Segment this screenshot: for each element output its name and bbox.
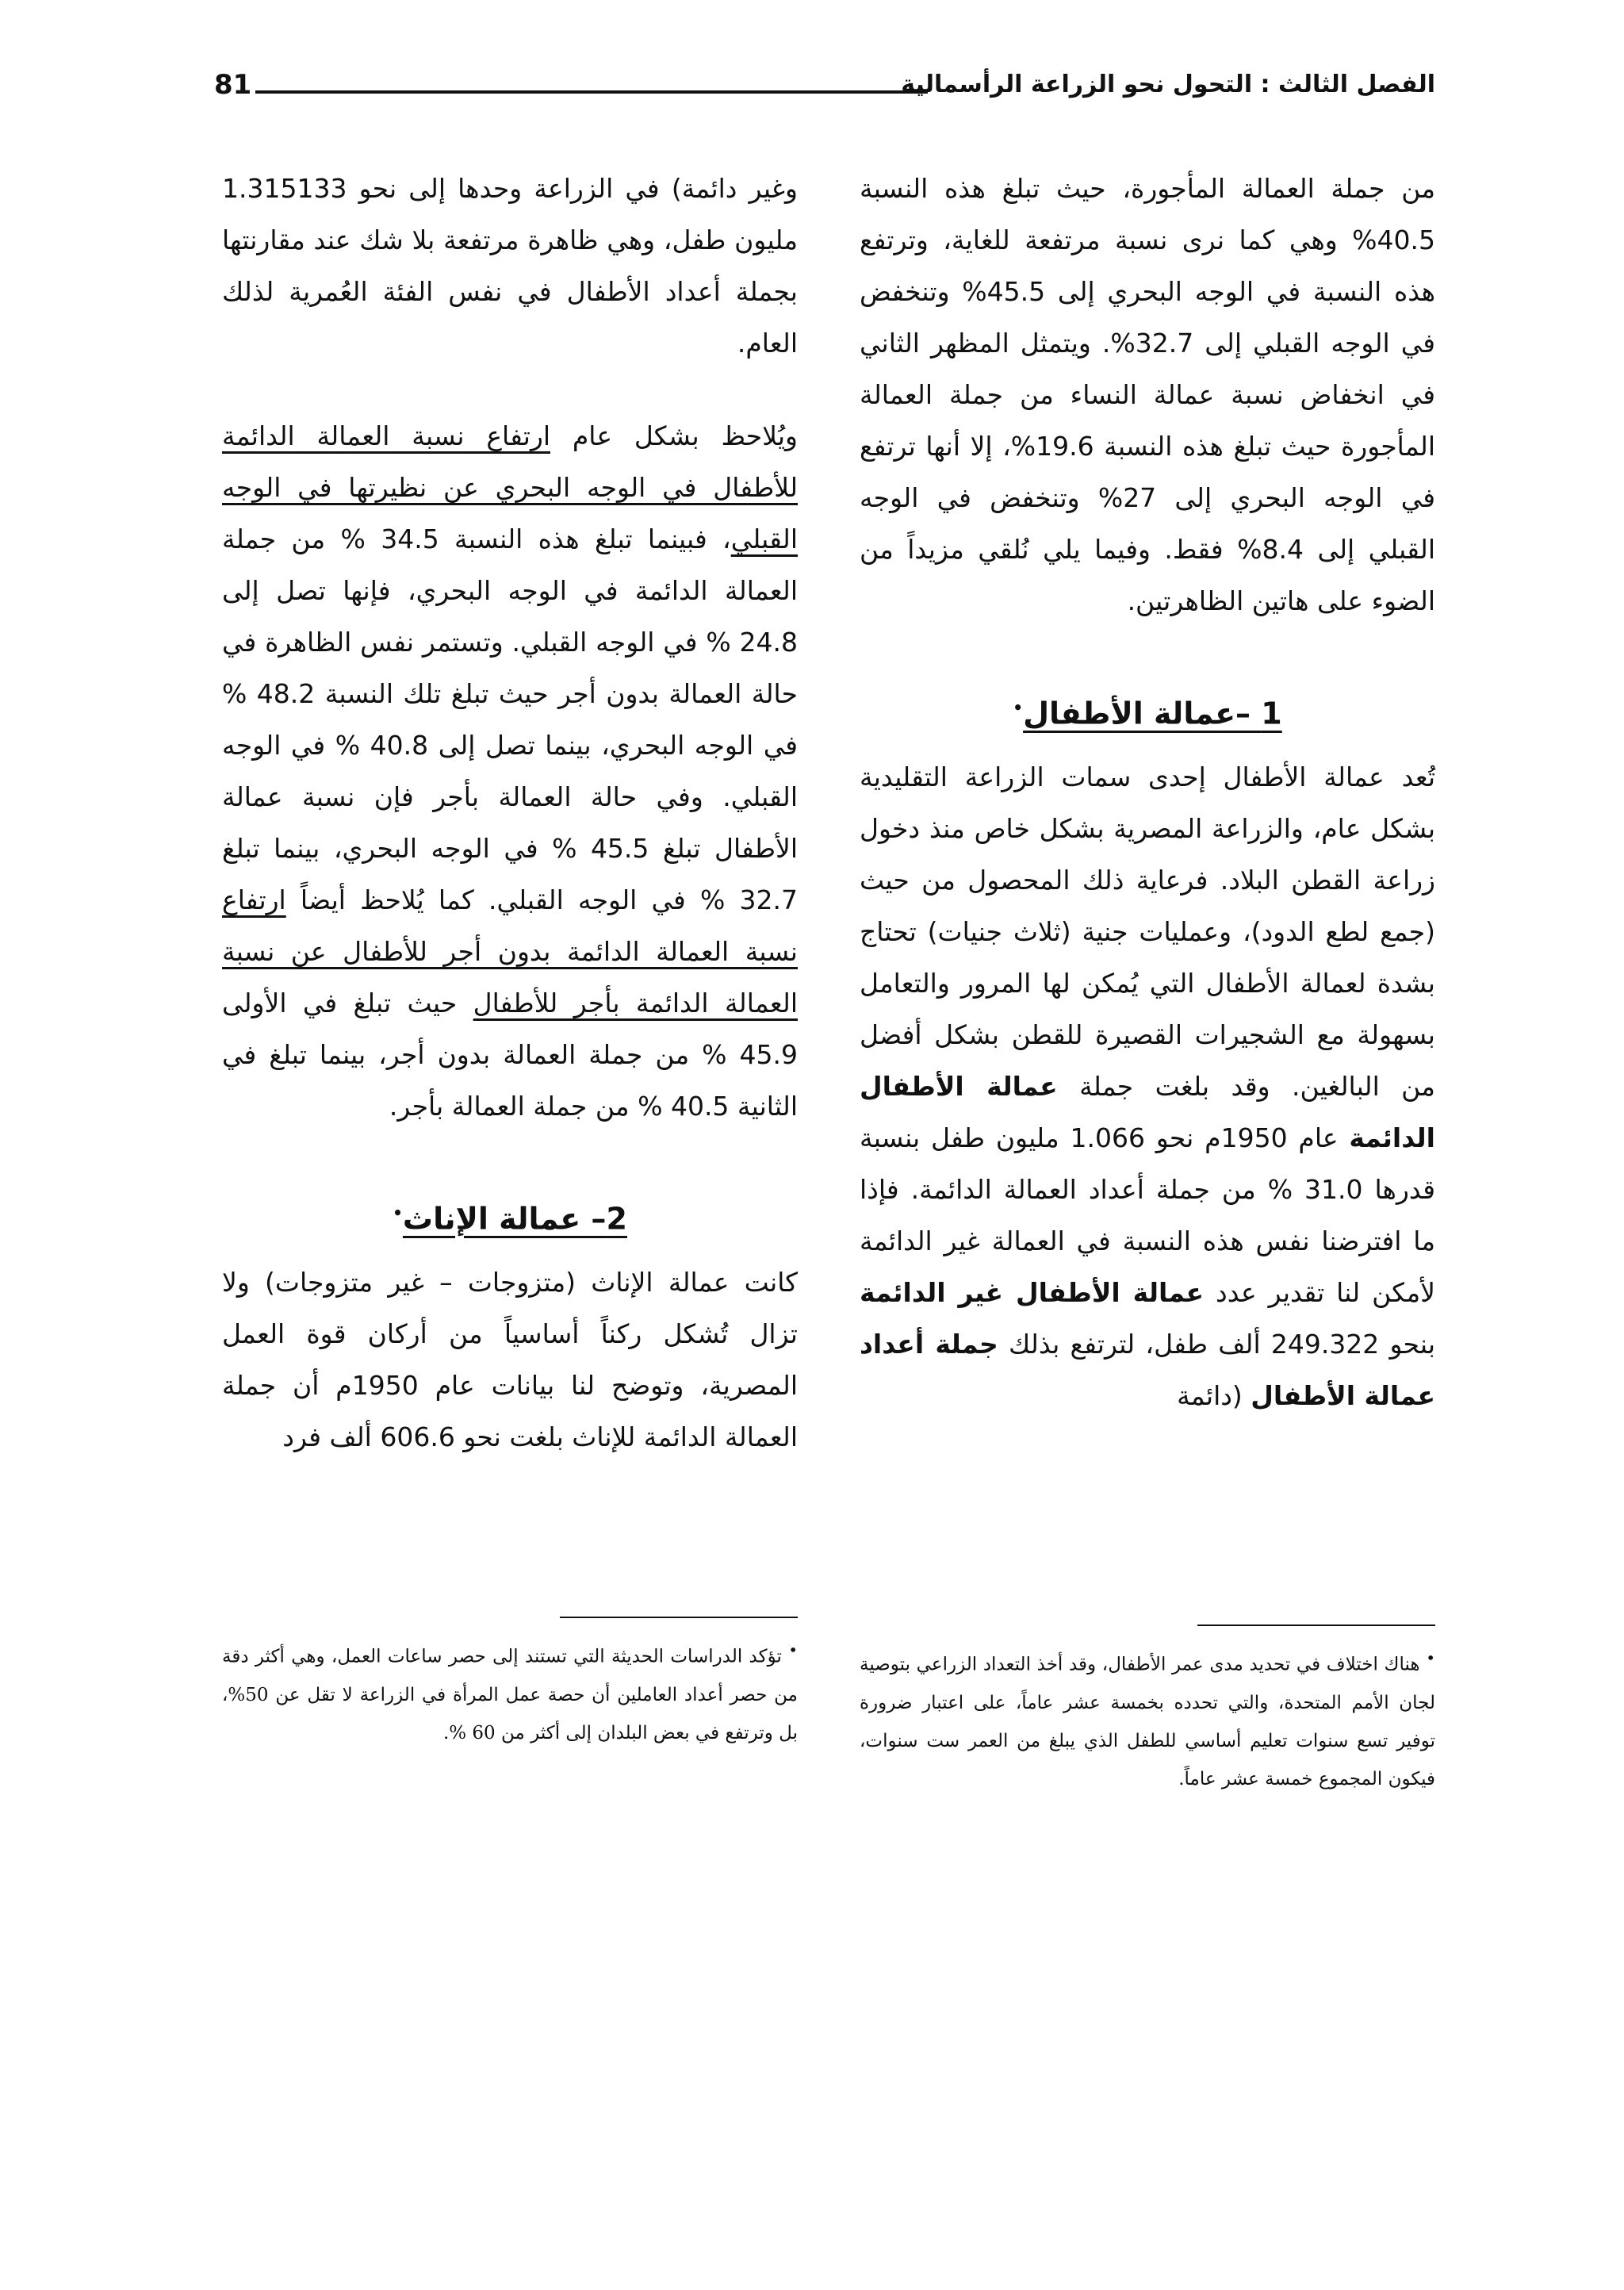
header-rule bbox=[255, 90, 928, 94]
section2-heading bbox=[222, 1187, 798, 1245]
left-paragraph-2 bbox=[222, 410, 798, 1132]
left-footnote-rule bbox=[560, 1617, 798, 1618]
section2-heading-text: 2– عمالة الإناث bbox=[402, 1201, 627, 1237]
footnote-marker: • bbox=[788, 1640, 799, 1659]
section1-paragraph bbox=[860, 751, 1435, 1421]
section1-heading bbox=[860, 682, 1435, 740]
footnote-marker: • bbox=[1013, 698, 1024, 717]
right-intro-paragraph: من جملة العمالة المأجورة، حيث تبلغ هذه النسبة 40.5% وهي كما نرى نسبة مرتفعة للغاية، وترتفع هذه النسبة في الوجه البحري إلى 45.5% وتنخفض في الوجه القبلي إلى 32.7%. ويتمثل المظهر الثاني في انخفاض نسبة عمالة النساء من جملة العمالة المأجورة حيث تبلغ هذه النسبة 19.6%، إلا أنها ترتفع في الوجه البحري إلى 27% وتنخفض في الوجه القبلي إلى 8.4% فقط. وفيما يلي نُلقي مزيداً من الضوء على هاتين الظاهرتين. bbox=[860, 173, 1436, 616]
section1-text-2: عام 1950م نحو 1.066 مليون طفل بنسبة قدرها 31.0 % من جملة أعداد العمالة الدائمة. فإذا ما افترضنا نفس هذه النسبة في العمالة غير الدائمة لأمكن لنا تقدير عدد bbox=[860, 1122, 1435, 1308]
section1-heading-text: 1 –عمالة الأطفال bbox=[1023, 696, 1282, 731]
footnote-marker: • bbox=[393, 1203, 403, 1222]
section1-bold-3: جملة أعداد عمالة الأطفال bbox=[860, 1328, 1435, 1411]
left-p2-text-a: ويُلاحظ بشكل عام bbox=[550, 420, 798, 451]
page-header bbox=[214, 65, 1435, 105]
right-footnote bbox=[860, 1639, 1435, 1798]
left-p2-text-c: حيث تبلغ في الأولى 45.9 % من جملة العمالة بدون أجر، بينما تبلغ في الثانية 40.5 % من جملة العمالة بأجر. bbox=[222, 988, 798, 1122]
right-column bbox=[860, 163, 1435, 1421]
section2-paragraph: كانت عمالة الإناث (متزوجات – غير متزوجات) ولا تزال تُشكل ركناً أساسياً من أركان قوة العمل المصرية، وتوضح لنا بيانات عام 1950م أن جملة العمالة الدائمة للإناث بلغت نحو 606.6 ألف فرد bbox=[222, 1266, 798, 1452]
left-intro-paragraph: وغير دائمة) في الزراعة وحدها إلى نحو 1.315133 مليون طفل، وهي ظاهرة مرتفعة بلا شك عند مقارنتها بجملة أعداد الأطفال في نفس الفئة العُمرية لذلك العام. bbox=[222, 173, 798, 359]
left-p2-underlined-1: ارتفاع نسبة العمالة الدائمة للأطفال في الوجه البحري عن نظيرتها في الوجه القبلي bbox=[222, 420, 799, 554]
left-footnote bbox=[222, 1631, 798, 1752]
left-footnote-text: تؤكد الدراسات الحديثة التي تستند إلى حصر ساعات العمل، وهي أكثر دقة من حصر أعداد العاملين أن حصة عمل المرأة في الزراعة لا تقل عن 50%، بل وترتفع في بعض البلدان إلى أكثر من 60 %. bbox=[222, 1646, 798, 1743]
left-column bbox=[222, 163, 798, 1463]
section1-text-4: (دائمة bbox=[1177, 1379, 1251, 1411]
section1-bold-1: عمالة الأطفال الدائمة bbox=[860, 1070, 1435, 1153]
page-number: 81 bbox=[214, 69, 252, 101]
footnote-marker: • bbox=[1426, 1648, 1436, 1667]
right-footnote-text: هناك اختلاف في تحديد مدى عمر الأطفال، وقد أخذ التعداد الزراعي بتوصية لجان الأمم المتحدة، والتي تحدده بخمسة عشر عاماً، على اعتبار ضرورة توفير تسع سنوات تعليم أساسي للطفل الذي يبلغ من العمر ست سنوات، فيكون المجموع خمسة عشر عاماً. bbox=[860, 1654, 1435, 1789]
left-p2-underlined-2: ارتفاع نسبة العمالة الدائمة بدون أجر للأطفال عن نسبة العمالة الدائمة بأجر للأطفال bbox=[222, 884, 798, 1018]
section1-text-3: بنحو 249.322 ألف طفل، لترتفع بذلك bbox=[998, 1328, 1435, 1360]
chapter-title: الفصل الثالث : التحول نحو الزراعة الرأسمالية bbox=[901, 71, 1435, 98]
right-footnote-rule bbox=[1197, 1624, 1435, 1626]
left-p2-text-b: ، فبينما تبلغ هذه النسبة 34.5 % من جملة العمالة الدائمة في الوجه البحري، فإنها تصل إلى 24.8 % في الوجه القبلي. وتستمر نفس الظاهرة في حالة العمالة بدون أجر حيث تبلغ تلك النسبة 48.2 % في الوجه البحري، بينما تصل إلى 40.8 % في الوجه القبلي. وفي حالة العمالة بأجر فإن نسبة عمالة الأطفال تبلغ 45.5 % في الوجه البحري، بينما تبلغ 32.7 % في الوجه القبلي. كما يُلاحظ أيضاً bbox=[222, 524, 799, 915]
section1-text-1: تُعد عمالة الأطفال إحدى سمات الزراعة التقليدية بشكل عام، والزراعة المصرية بشكل خاص منذ دخول زراعة القطن البلاد. فرعاية ذلك المحصول من حيث (جمع لطع الدود)، وعمليات جنية (ثلاث جنيات) تحتاج بشدة لعمالة الأطفال التي يُمكن لها المرور والتعامل بسهولة مع الشجيرات القصيرة للقطن بشكل أفضل من البالغين. وقد بلغت جملة bbox=[860, 761, 1435, 1102]
section1-bold-2: عمالة الأطفال غير الدائمة bbox=[860, 1276, 1205, 1308]
